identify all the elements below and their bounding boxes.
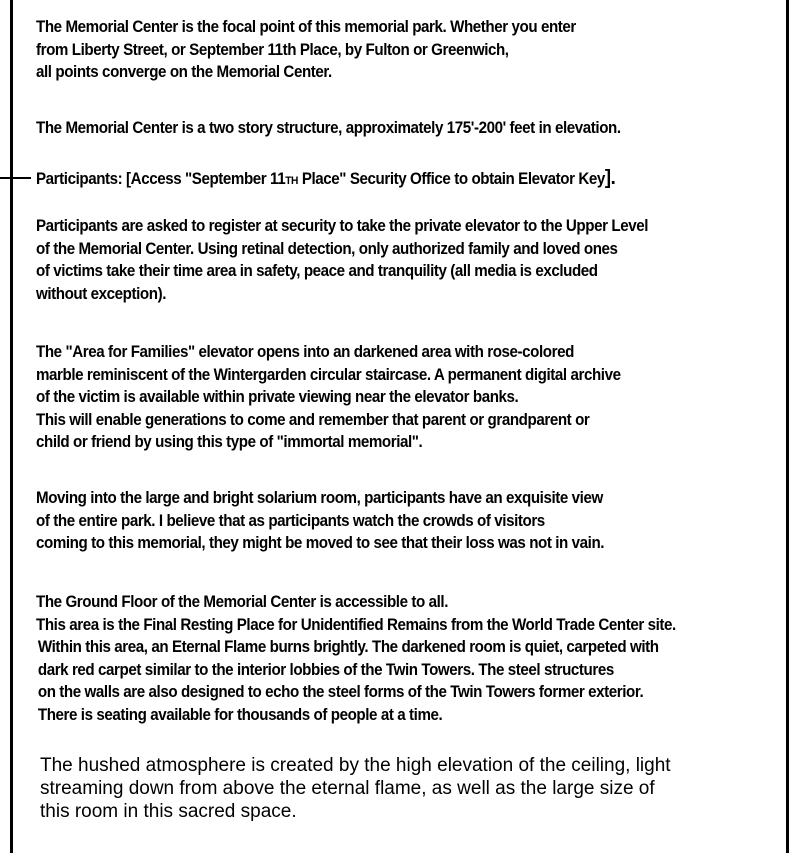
- text-line: from Liberty Street, or September 11th Place, by Fulton or Greenwich,: [36, 40, 509, 59]
- text-line: dark red carpet similar to the interior lobbies of the Twin Towers. The steel structures: [37, 660, 614, 679]
- text-line: coming to this memorial, they might be moved to see that their loss was not in vain.: [36, 534, 605, 552]
- text-line: The Memorial Center is the focal point of this memorial park. Whether you enter: [36, 18, 576, 36]
- text-line: of the Memorial Center. Using retinal detection, only authorized family and loved ones: [36, 239, 618, 258]
- paragraph-registration: [36, 215, 648, 305]
- text-line: Participants are asked to register at security to take the private elevator to the Upper Level: [36, 217, 648, 235]
- text-line: without exception).: [36, 284, 167, 303]
- text-line: This area is the Final Resting Place for Unidentified Remains from the World Trade Center site.: [36, 615, 676, 634]
- text-line: of the victim is available within private viewing near the elevator banks.: [36, 388, 519, 406]
- note-text-start: Participants: [Access "September 11: [36, 170, 286, 188]
- text-line: [36, 168, 615, 193]
- margin-tick-mark: [0, 177, 31, 179]
- closing-bracket: ].: [604, 167, 616, 189]
- text-line: This will enable generations to come and remember that parent or grandparent or: [36, 410, 590, 429]
- text-line: of victims take their time area in safety, peace and tranquility (all media is excluded: [36, 262, 598, 280]
- text-line: Within this area, an Eternal Flame burns brightly. The darkened room is quiet, carpeted with: [37, 638, 659, 656]
- text-line: marble reminiscent of the Wintergarden circular staircase. A permanent digital archive: [36, 365, 621, 384]
- text-line: of the entire park. I believe that as participants watch the crowds of visitors: [36, 511, 545, 530]
- text-line: streaming down from above the eternal flame, as well as the large size of: [40, 778, 655, 799]
- text-line: on the walls are also designed to echo the steel forms of the Twin Towers former exterior.: [37, 683, 644, 701]
- text-line: The Ground Floor of the Memorial Center is accessible to all.: [36, 593, 448, 611]
- text-line: child or friend by using this type of "immortal memorial".: [36, 433, 423, 451]
- paragraph-ground-floor: [36, 591, 676, 726]
- text-line: this room in this sacred space.: [40, 801, 297, 822]
- text-line: The Memorial Center is a two story structure, approximately 175'-200' feet in elevation.: [36, 119, 621, 137]
- paragraph-hushed-atmosphere: [40, 754, 671, 823]
- paragraph-solarium: [36, 487, 604, 555]
- paragraph-area-for-families: [36, 341, 621, 454]
- paragraph-participants-note: [36, 168, 615, 193]
- text-line: all points converge on the Memorial Center.: [36, 63, 332, 81]
- text-line: The "Area for Families" elevator opens into an darkened area with rose-colored: [36, 343, 574, 361]
- paragraph-structure: [36, 117, 621, 140]
- text-line: There is seating available for thousands of people at a time.: [37, 705, 443, 724]
- text-line: The hushed atmosphere is created by the high elevation of the ceiling, light: [40, 755, 671, 776]
- note-text-end: Place" Security Office to obtain Elevator Key: [298, 170, 605, 188]
- ordinal-suffix: TH: [285, 175, 299, 187]
- text-line: Moving into the large and bright solarium room, participants have an exquisite view: [36, 489, 603, 507]
- paragraph-focal-point: [36, 16, 576, 84]
